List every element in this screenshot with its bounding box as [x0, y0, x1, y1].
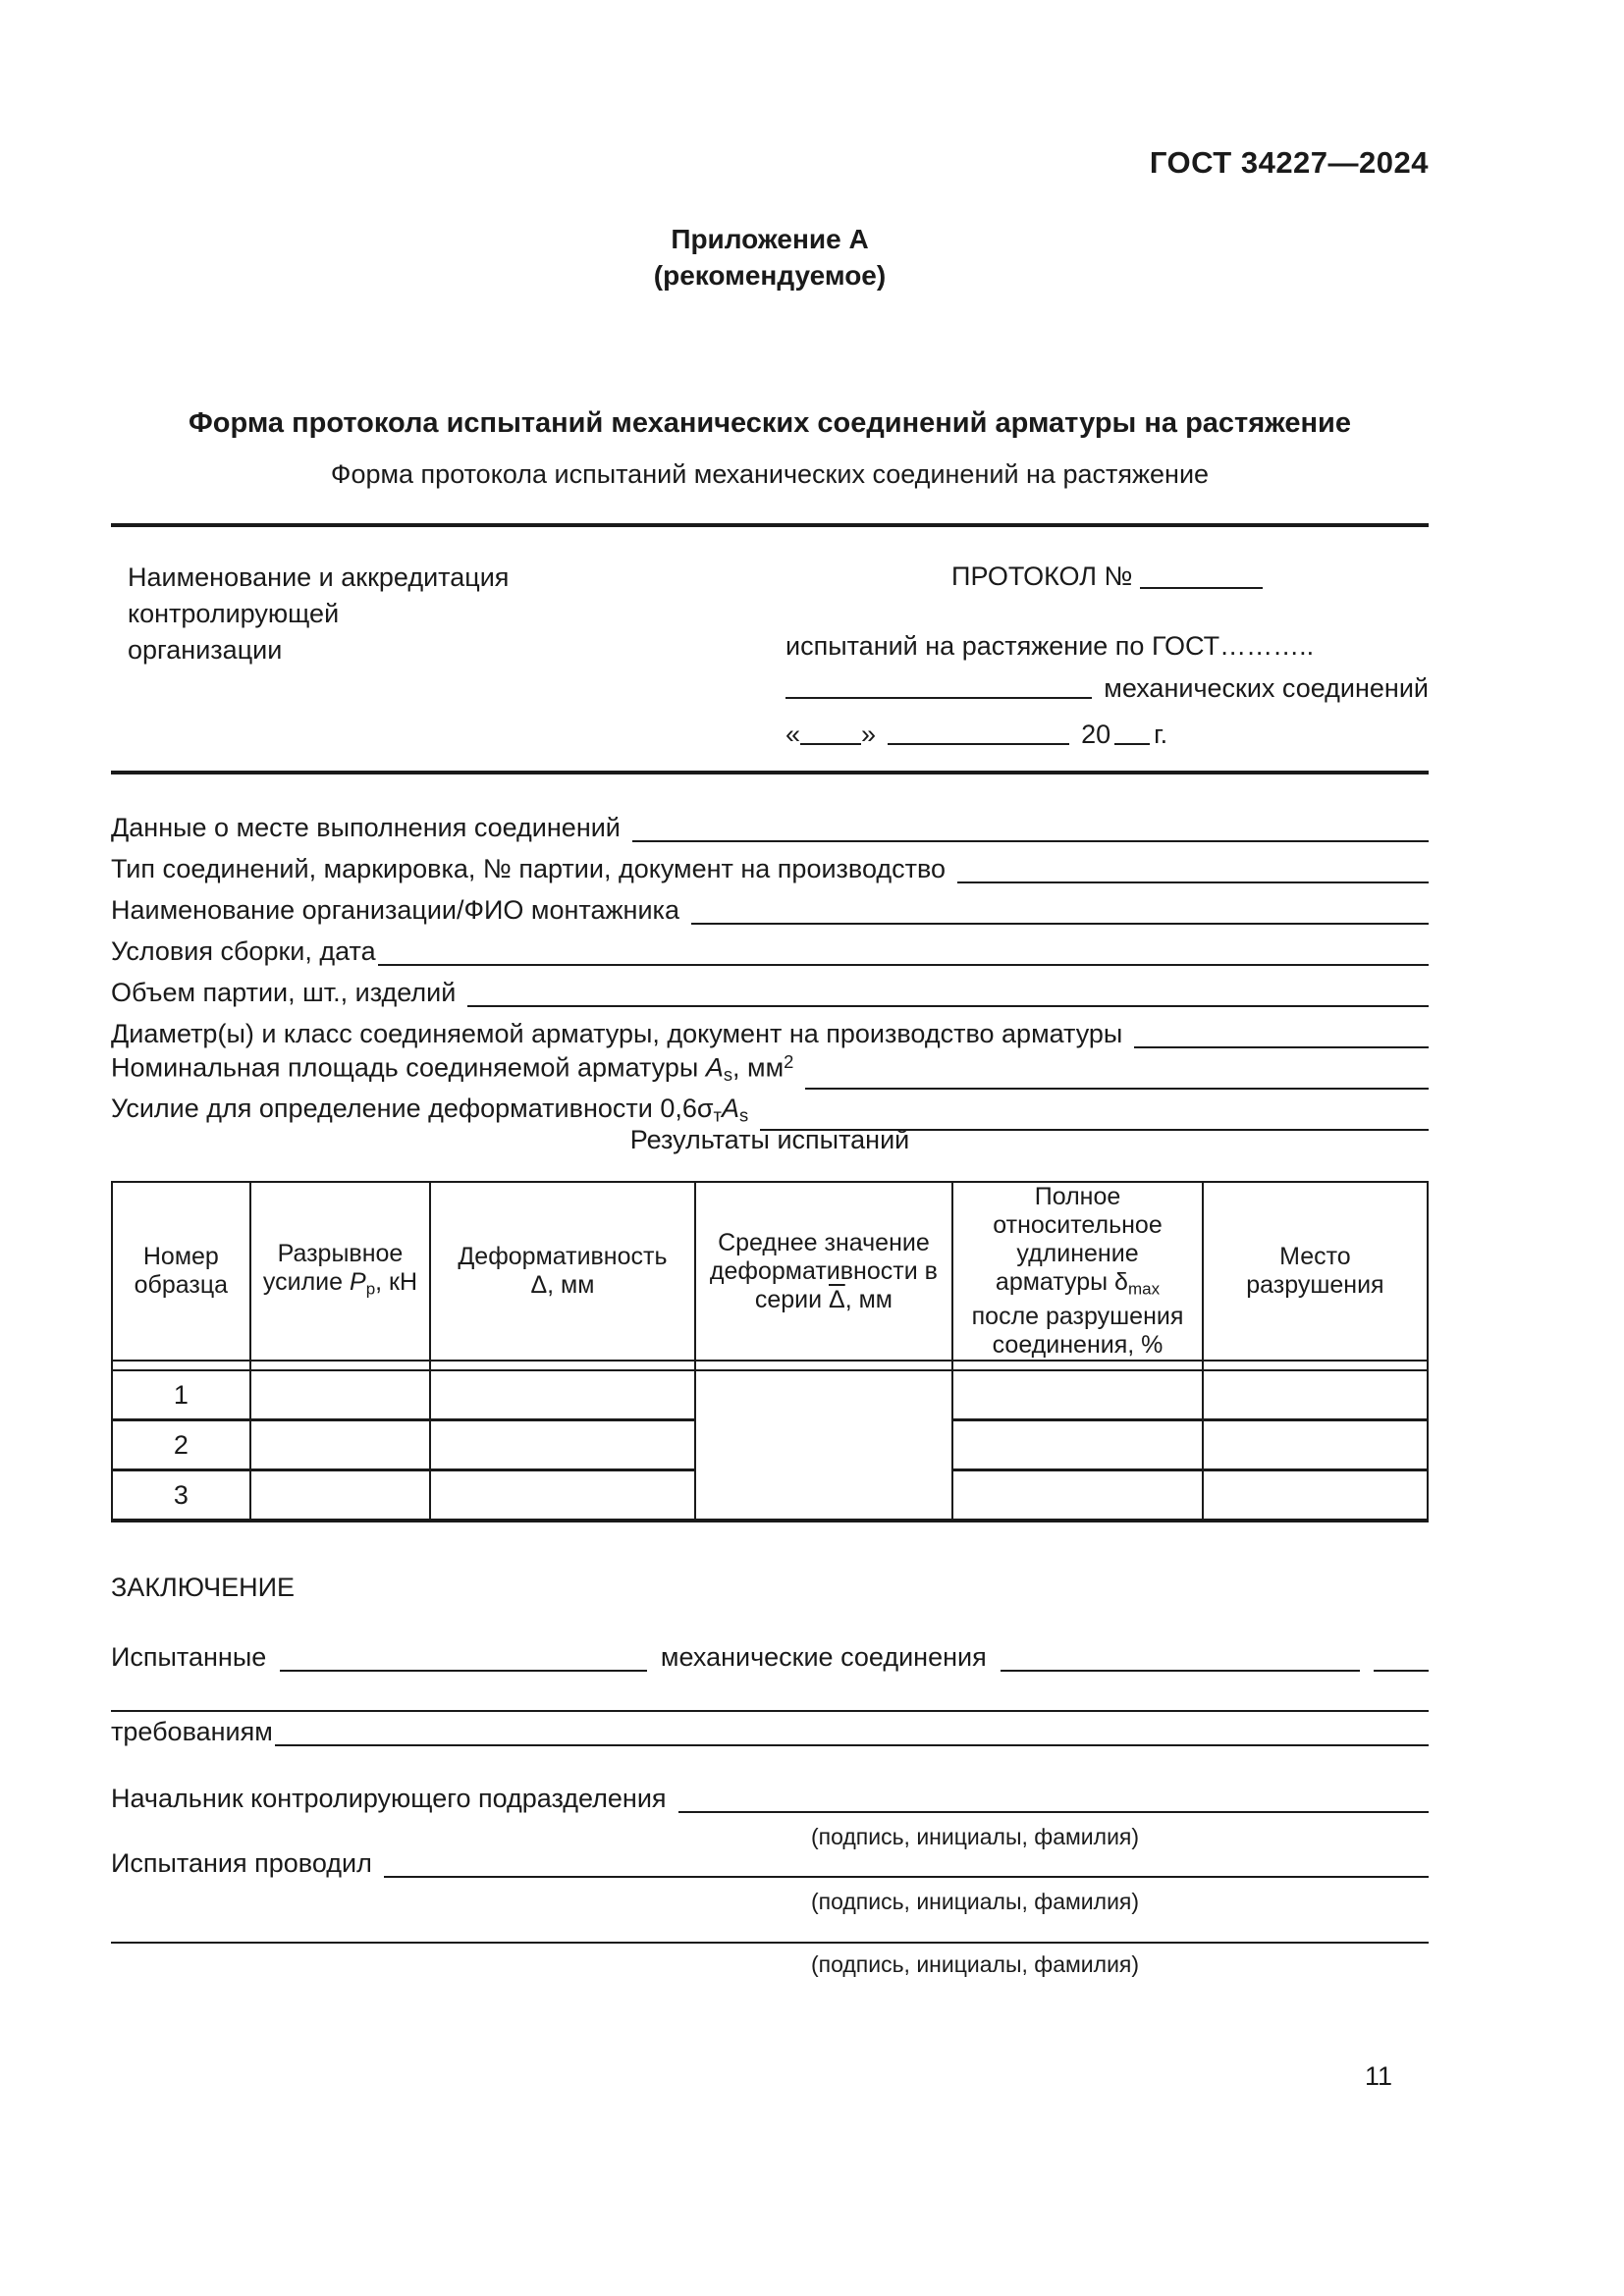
symbol-P: P — [350, 1268, 366, 1296]
sample-number-cell: 2 — [112, 1420, 250, 1470]
header-text: Δ, мм — [530, 1271, 595, 1300]
signature-line-tester — [111, 1843, 1429, 1883]
blank-line — [384, 1846, 1429, 1878]
protocol-number-line — [785, 561, 1429, 592]
year-prefix: 20 — [1081, 720, 1111, 749]
field-label: Наименование организации/ФИО монтажника — [111, 895, 679, 925]
appendix-heading — [111, 221, 1429, 294]
empty-cell — [952, 1420, 1203, 1470]
org-name-line: контролирующей — [128, 599, 340, 628]
head-of-department-label: Начальник контролирующего подразделения — [111, 1784, 667, 1813]
signature-caption: (подпись, инициалы, фамилия) — [810, 1951, 1140, 1977]
label-part: , мм — [732, 1052, 785, 1083]
col-header-failure-location: Место разрушения — [1203, 1182, 1428, 1361]
date-year-blank — [1114, 714, 1150, 745]
label-part: Номинальная площадь соединяемой арматуры — [111, 1052, 706, 1083]
date-month-blank — [888, 714, 1069, 745]
tested-label: Испытанные — [111, 1642, 267, 1672]
conclusion-heading: ЗАКЛЮЧЕНИЕ — [111, 1573, 296, 1602]
col-header-mean-deformability — [695, 1182, 953, 1361]
requirements-line — [111, 1712, 1429, 1751]
col-header-breaking-force — [250, 1182, 431, 1361]
form-field-batch-volume — [111, 971, 1429, 1012]
year-suffix: г. — [1154, 720, 1168, 749]
empty-cell — [952, 1370, 1203, 1420]
blank-line — [632, 811, 1429, 842]
table-row — [112, 1370, 1428, 1420]
date-day-blank — [800, 714, 861, 745]
symbol-sigma: σ — [696, 1094, 714, 1124]
field-label: Диаметр(ы) и класс соединяемой арматуры, документ на производство арматуры — [111, 1019, 1123, 1048]
subscript-s: s — [723, 1064, 733, 1085]
header-text: , кН — [375, 1268, 418, 1296]
field-label — [111, 1042, 793, 1095]
blank-line — [1374, 1640, 1429, 1672]
table-header-row — [112, 1182, 1428, 1361]
form-fields — [111, 806, 1429, 1136]
page-number: 11 — [1365, 2061, 1393, 2091]
quote-open: « — [785, 720, 801, 749]
empty-cell — [1203, 1470, 1428, 1522]
empty-cell — [430, 1370, 694, 1420]
empty-cell — [430, 1470, 694, 1522]
symbol-A: A — [721, 1094, 739, 1124]
form-title: Форма протокола испытаний механических соединений арматуры на растяжение — [189, 407, 1351, 439]
blank-line — [378, 934, 1429, 966]
appendix-note: (рекомендуемое) — [653, 260, 887, 291]
form-field-assembly-conditions — [111, 930, 1429, 971]
org-name-line: Наименование и аккредитация — [128, 562, 510, 592]
superscript-2: 2 — [784, 1051, 794, 1073]
symbol-A: A — [705, 1052, 724, 1083]
header-text: , мм — [844, 1285, 893, 1313]
label-part: Усилие для определение деформативности 0,6 — [111, 1094, 697, 1124]
field-label: Тип соединений, маркировка, № партии, документ на производство — [111, 854, 947, 883]
mechanical-connections-label: механические соединения — [660, 1642, 987, 1672]
blank-line — [1001, 1640, 1360, 1672]
requirements-label: требованиям — [111, 1717, 273, 1746]
protocol-line-connections — [785, 667, 1429, 704]
form-field-installer — [111, 888, 1429, 930]
empty-cell — [430, 1420, 694, 1470]
header-text: Разрывное усилие — [262, 1240, 404, 1296]
standard-reference: ГОСТ 34227—2024 — [1149, 145, 1429, 180]
empty-cell — [250, 1470, 431, 1522]
signature-line-head — [111, 1779, 1429, 1818]
blank-line — [111, 1942, 1429, 1944]
protocol-label: ПРОТОКОЛ № — [951, 561, 1133, 591]
tests-conducted-by-label: Испытания проводил — [111, 1848, 372, 1878]
signature-caption: (подпись, инициалы, фамилия) — [810, 1889, 1140, 1914]
empty-cell — [1203, 1370, 1428, 1420]
signature-caption: (подпись, инициалы, фамилия) — [810, 1824, 1140, 1849]
col-header-total-elongation — [952, 1182, 1203, 1361]
header-text: Деформативность — [458, 1243, 668, 1271]
field-label: Данные о месте выполнения соединений — [111, 813, 621, 842]
form-field-connection-type — [111, 847, 1429, 888]
protocol-block — [785, 561, 1429, 750]
subscript-s: s — [738, 1105, 749, 1126]
quote-close: » — [861, 720, 877, 749]
header-text: Среднее значение деформативности в серии — [709, 1228, 938, 1313]
results-table — [111, 1181, 1429, 1522]
blank-line — [467, 976, 1429, 1007]
empty-cell — [1203, 1420, 1428, 1470]
protocol-number-blank — [1140, 561, 1263, 589]
header-double-rule-spacer — [112, 1361, 1428, 1370]
field-label: Условия сборки, дата — [111, 936, 376, 966]
empty-cell — [250, 1370, 431, 1420]
conclusion-tested-line — [111, 1637, 1429, 1677]
blank-line — [805, 1058, 1429, 1090]
blank-line — [275, 1715, 1429, 1746]
symbol-delta-bar: $\overline{\Delta}$ — [829, 1285, 845, 1313]
blank-line — [1134, 1017, 1429, 1048]
sample-number-cell: 1 — [112, 1370, 250, 1420]
org-name-line: организации — [128, 635, 283, 665]
controlling-organization-block — [128, 560, 658, 668]
symbol-delta: δ — [1114, 1268, 1128, 1296]
field-label: Объем партии, шт., изделий — [111, 978, 457, 1007]
subscript-p: р — [365, 1279, 376, 1299]
subscript-max: max — [1127, 1279, 1161, 1299]
blank-line — [957, 852, 1429, 883]
header-text: после разрушения соединения, % — [971, 1303, 1184, 1360]
blank-line — [678, 1782, 1429, 1813]
protocol-line-suffix: механических соединений — [1104, 673, 1429, 703]
appendix-title: Приложение А — [671, 224, 869, 254]
protocol-line-gost: испытаний на растяжение по ГОСТ……….. — [785, 631, 1315, 661]
protocol-date-line — [785, 714, 1429, 750]
empty-cell — [952, 1470, 1203, 1522]
blank-line — [280, 1640, 647, 1672]
merged-mean-value-cell — [695, 1370, 953, 1521]
form-subtitle: Форма протокола испытаний механических соединений на растяжение — [330, 459, 1210, 489]
horizontal-rule-top — [111, 523, 1429, 527]
blank-line — [691, 893, 1429, 925]
horizontal-rule-middle — [111, 771, 1429, 774]
form-field-location — [111, 806, 1429, 847]
col-header-sample-number: Номер образца — [112, 1182, 250, 1361]
sample-number-cell: 3 — [112, 1470, 250, 1522]
blank-line — [785, 667, 1092, 699]
col-header-deformability — [430, 1182, 694, 1361]
header-text: Полное относительное удлинение арматуры — [993, 1183, 1163, 1296]
empty-cell — [250, 1420, 431, 1470]
results-section-title: Результаты испытаний — [629, 1125, 910, 1154]
subscript-t: т — [713, 1105, 722, 1126]
